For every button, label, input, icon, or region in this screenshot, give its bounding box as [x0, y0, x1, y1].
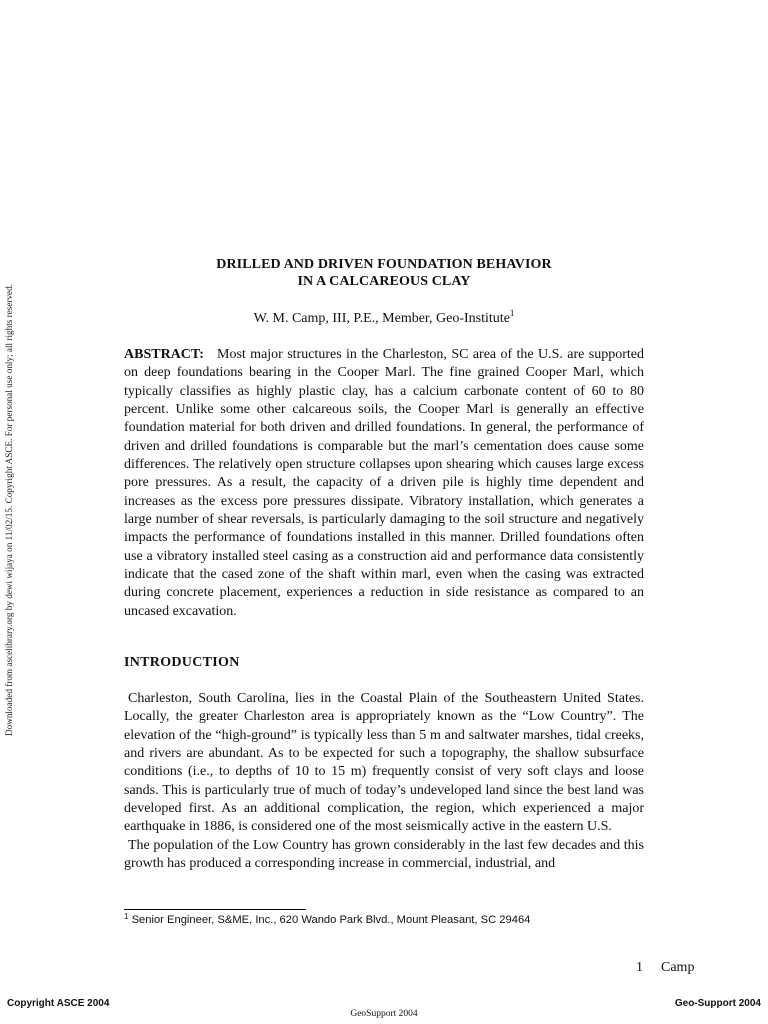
- abstract: [124, 346, 644, 621]
- conference-footer-right: Geo-Support 2004: [674, 998, 761, 1009]
- running-author: Camp: [661, 960, 695, 975]
- download-notice-text: Downloaded from ascelibrary.org by dewi wijaya on 11/02/15. Copyright ASCE. For personal use only; all rights reserved.: [4, 283, 14, 737]
- conference-footer-center: GeoSupport 2004: [350, 1009, 418, 1019]
- download-notice: [0, 250, 18, 770]
- paper-title-line-2: IN A CALCAREOUS CLAY: [297, 274, 471, 289]
- abstract-text: Most major structures in the Charleston, SC area of the U.S. are supported on deep foundations bearing in the Cooper Marl. The fine grained Cooper Marl, which typically classifies as highly plastic clay, has a calcium carbonate content of 60 to 80 percent. Unlike some other calcareous soils, the Cooper Marl is generally an effective foundation material for both driven and drilled foundations. In general, the performance of driven and drilled foundations is comparable but the marl’s cementation does cause some differences. The relatively open structure collapses upon shearing which causes large excess pore pressures. As a result, the capacity of a driven pile is highly time dependent and increases as the excess pore pressures dissipate. Vibratory installation, which generates a large number of shear reversals, is particularly damaging to the soil structure and negatively impacts the performance of foundations installed in this manner. Drilled foundations often use a vibratory installed steel casing as a construction aid and performance data consistently indicate that the cased zone of the shaft within marl, even when the casing was extracted during concrete placement, experiences a reduction in side resistance as compared to an uncased excavation.: [124, 347, 644, 619]
- intro-paragraph-2: The population of the Low Country has grown considerably in the last few decades and this growth has produced a corresponding increase in commercial, industrial, and: [124, 837, 644, 872]
- author-name: W. M. Camp, III, P.E., Member, Geo-Institute: [253, 311, 510, 326]
- footnote-mark: 1: [124, 912, 129, 921]
- abstract-label: ABSTRACT:: [124, 347, 204, 362]
- paper-title-line-1: DRILLED AND DRIVEN FOUNDATION BEHAVIOR: [216, 257, 552, 272]
- section-heading-introduction: INTRODUCTION: [124, 655, 240, 670]
- footnote-rule: [124, 909, 306, 910]
- page-number-line: [636, 960, 694, 976]
- introduction-body: [124, 690, 644, 873]
- author-footnote-mark: 1: [509, 308, 515, 318]
- intro-paragraph-1: Charleston, South Carolina, lies in the Coastal Plain of the Southeastern United States. Locally, the greater Charleston area is appropriately known as the “Low Country”. The elevation of the “high-ground” is typically less than 5 m and saltwater marshes, tidal creeks, and rivers are abundant. As to be expected for such a topography, the shallow subsurface conditions (i.e., to depths of 10 to 15 m) frequently consist of very soft clays and loose sands. This is particularly true of much of today’s undeveloped land since the best land was developed first. As an additional complication, the region, which experienced a major earthquake in 1886, is considered one of the most seismically active in the eastern U.S.: [124, 691, 644, 835]
- footnote: [124, 914, 530, 926]
- footnote-text: Senior Engineer, S&ME, Inc., 620 Wando Park Blvd., Mount Pleasant, SC 29464: [131, 914, 531, 926]
- copyright-footer: Copyright ASCE 2004: [7, 998, 110, 1009]
- page-number: 1: [636, 960, 643, 975]
- author-line: [124, 308, 644, 327]
